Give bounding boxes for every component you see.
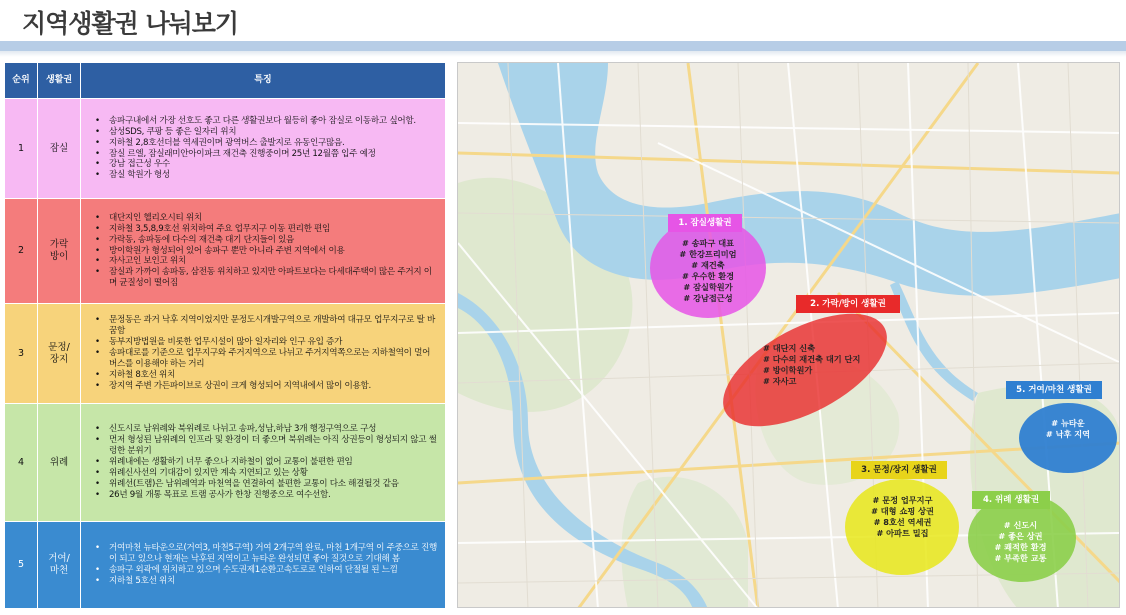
zone-geoyeo-tags bbox=[1028, 418, 1108, 440]
feature-item: • 자사고인 보인고 위치 bbox=[95, 256, 439, 267]
feature-item: • 잠실과 가까이 송파동, 삼전동 위치하고 있지만 아파트보다는 다세대주택이 많은 주거지 이며 균질성이 떨어짐 bbox=[95, 267, 439, 289]
district-map[interactable] bbox=[457, 62, 1120, 608]
area-label: 문정/ 장지 bbox=[48, 341, 70, 365]
feature-item: • 송파구내에서 가장 선호도 좋고 다른 생활권보다 월등히 좋아 잠실로 이동하고 싶어함. bbox=[95, 116, 439, 127]
zone-tag: # 뉴타운 bbox=[1051, 418, 1085, 428]
table-row bbox=[5, 522, 446, 609]
feature-item: • 방이학원가 형성되어 있어 송파구 뿐만 아니라 주변 지역에서 이용 bbox=[95, 246, 439, 257]
zone-tag: # 8호선 역세권 bbox=[873, 517, 932, 527]
feature-item: • 신도시로 남위례와 북위례로 나뉘고 송파,성남,하남 3개 행정구역으로 구성 bbox=[95, 424, 439, 435]
feature-item: • 위례신사선의 기대감이 있지만 계속 지연되고 있는 상황 bbox=[95, 468, 439, 479]
table-row bbox=[5, 99, 446, 199]
zone-wirye-label: 4. 위례 생활권 bbox=[972, 491, 1050, 509]
row-rank: 2 bbox=[5, 199, 38, 304]
row-rank: 4 bbox=[5, 404, 38, 522]
page-title: 지역생활권 나눠보기 bbox=[22, 9, 239, 38]
area-label: 거여/ 마천 bbox=[48, 553, 70, 576]
row-features bbox=[81, 304, 446, 404]
feature-item: • 동부지방법원을 비롯한 업무시설이 많아 일자리와 인구 유입 증가 bbox=[95, 337, 439, 348]
zone-tag: # 아파트 밀집 bbox=[876, 528, 929, 538]
feature-item: • 가락동, 송파동에 다수의 재건축 대기 단지들이 있음 bbox=[95, 235, 439, 246]
zone-tag: # 다수의 재건축 대기 단지 bbox=[763, 354, 861, 364]
feature-item: • 지하철 3,5,8,9호선 위치하여 주요 업무지구 이동 편리한 편임 bbox=[95, 224, 439, 235]
table-row bbox=[5, 404, 446, 522]
zone-wirye-tags bbox=[978, 520, 1063, 564]
row-rank: 1 bbox=[5, 99, 38, 199]
feature-item: • 먼저 형성된 남위례의 인프라 및 환경이 더 좋으며 북위례는 아직 상권등이 형성되지 않고 썰렁한 분위기 bbox=[95, 435, 439, 457]
area-label: 가락 방이 bbox=[49, 239, 69, 262]
row-rank: 3 bbox=[5, 304, 38, 404]
row-features bbox=[81, 522, 446, 609]
zone-munjeong-label: 3. 문정/장지 생활권 bbox=[851, 461, 947, 479]
district-table bbox=[4, 62, 446, 609]
feature-item: • 잠실 학원가 형성 bbox=[95, 170, 439, 181]
row-area bbox=[38, 522, 81, 609]
title-divider bbox=[0, 41, 1126, 51]
zone-tag: # 부족한 교통 bbox=[994, 553, 1047, 563]
zone-tag: # 강남접근성 bbox=[683, 293, 733, 303]
feature-item: • 지하철 5호선 위치 bbox=[95, 576, 439, 587]
zone-tag: # 대단지 신축 bbox=[763, 343, 816, 353]
row-features bbox=[81, 199, 446, 304]
zone-jamsil-label: 1. 잠실생활권 bbox=[668, 214, 742, 232]
zone-jamsil-tags bbox=[658, 238, 758, 304]
feature-item: • 거여마천 뉴타운으로(거여3, 마천5구역) 거여 2개구역 완료, 마천 1개구역 이 주중으로 진행이 되고 있으나 현재는 낙후된 지역이고 뉴타운 완성되면 좋아 질것으로 기대해 봄 bbox=[95, 543, 439, 565]
zone-tag: # 한강프리미엄 bbox=[679, 249, 737, 259]
zone-garak-tags bbox=[763, 343, 883, 387]
row-area bbox=[38, 304, 81, 404]
feature-item: • 문정동은 과거 낙후 지역이었지만 문정도시개발구역으로 개발하여 대규모 업무지구로 탈 바꿈함 bbox=[95, 315, 439, 337]
header-area: 생활권 bbox=[38, 63, 81, 99]
zone-tag: # 좋은 상권 bbox=[998, 531, 1043, 541]
feature-item: • 장지역 주변 가든파이브로 상권이 크게 형성되어 지역내에서 많이 이용함. bbox=[95, 381, 439, 392]
zone-geoyeo-label: 5. 거여/마천 생활권 bbox=[1006, 381, 1102, 399]
zone-tag: # 신도시 bbox=[1003, 520, 1038, 530]
header-rank: 순위 bbox=[5, 63, 38, 99]
feature-item: • 강남 접근성 우수 bbox=[95, 159, 439, 170]
zone-tag: # 대형 쇼핑 상권 bbox=[871, 506, 934, 516]
zone-tag: # 잠실학원가 bbox=[683, 282, 733, 292]
feature-item: • 위례선(트램)은 남위례역과 마천역을 연결하여 불편한 교통이 다소 해결될것 같음 bbox=[95, 479, 439, 490]
row-area bbox=[38, 199, 81, 304]
feature-item: • 잠실 르엘, 잠실래미안아이파크 재건축 진행중이며 25년 12월쯤 입주 예정 bbox=[95, 149, 439, 160]
feature-item: • 송파대로를 기준으로 업무지구와 주거지역으로 나뉘고 주거지역쪽으로는 지하철역이 멀어 버스를 이용해야 하는 거리 bbox=[95, 348, 439, 370]
feature-item: • 지하철 8호선 위치 bbox=[95, 370, 439, 381]
row-features bbox=[81, 99, 446, 199]
zone-garak-label: 2. 가락/방이 생활권 bbox=[796, 295, 900, 313]
title-divider-shadow bbox=[0, 51, 1126, 57]
feature-item: • 지하철 2,8호선더블 역세권이며 광역버스 출발지로 유동인구많음. bbox=[95, 138, 439, 149]
feature-item: • 위례내에는 생활하기 너무 좋으나 지하철이 없어 교통이 불편한 편임 bbox=[95, 457, 439, 468]
row-rank: 5 bbox=[5, 522, 38, 609]
row-area: 잠실 bbox=[38, 99, 81, 199]
table-row bbox=[5, 199, 446, 304]
zone-tag: # 문정 업무지구 bbox=[872, 495, 933, 505]
zone-tag: # 송파구 대표 bbox=[681, 238, 735, 248]
zone-tag: # 우수한 환경 bbox=[681, 271, 735, 281]
feature-item: • 삼성SDS, 쿠팡 등 좋은 일자리 위치 bbox=[95, 127, 439, 138]
feature-item: • 대단지인 헬리오시티 위치 bbox=[95, 213, 439, 224]
zone-munjeong-tags bbox=[850, 495, 955, 539]
zone-tag: # 자사고 bbox=[763, 376, 797, 386]
table-row bbox=[5, 304, 446, 404]
zone-tag: # 낙후 지역 bbox=[1045, 429, 1091, 439]
zone-tag: # 쾌적한 환경 bbox=[994, 542, 1047, 552]
zone-tag: # 재건축 bbox=[691, 260, 725, 270]
table-header-row bbox=[5, 63, 446, 99]
feature-item: • 26년 9월 개통 목표로 트램 공사가 한창 진행중으로 여수선함. bbox=[95, 490, 439, 501]
header-features: 특징 bbox=[81, 63, 446, 99]
zone-tag: # 방이학원가 bbox=[763, 365, 813, 375]
feature-item: • 송파구 외곽에 위치하고 있으며 수도권제1순환고속도로로 인하여 단절될 된 느낌 bbox=[95, 565, 439, 576]
row-features bbox=[81, 404, 446, 522]
row-area: 위례 bbox=[38, 404, 81, 522]
